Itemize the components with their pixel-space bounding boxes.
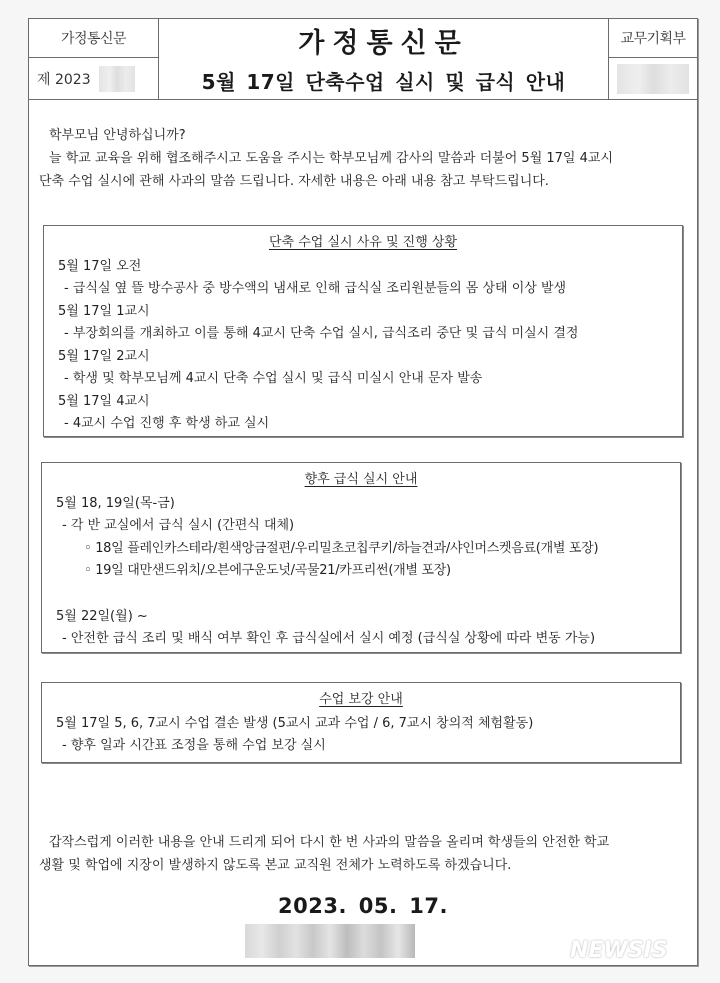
redacted-contact (617, 64, 689, 94)
department-label: 교무기획부 (608, 19, 697, 58)
entry-time: 5월 17일 1교시 (58, 303, 150, 319)
section-title: 향후 급식 실시 안내 (304, 472, 418, 487)
header-table (29, 19, 697, 100)
section-reason-progress (43, 225, 683, 437)
entry-detail: - 4교시 수업 진행 후 학생 하교 실시 (64, 416, 270, 431)
entry-time: 5월 17일 오전 (58, 258, 142, 274)
page-title: 가정통신문 (298, 27, 469, 59)
spacer (56, 583, 666, 606)
intro-line-1: 늘 학교 교육을 위해 협조해주시고 도움을 주시는 학부모님께 감사의 말씀과 더불어 5월 17일 4교시 (49, 151, 614, 166)
makeup-line-1: 5월 17일 5, 6, 7교시 수업 결손 발생 (5교시 교과 수업 / 6, 7교시 창의적 체험활동) (56, 715, 534, 731)
page-subtitle: 5월 17일 단축수업 실시 및 급식 안내 (201, 70, 566, 94)
newsletter-page (28, 18, 698, 966)
closing-paragraph (29, 831, 697, 877)
greeting: 학부모님 안녕하십니까? (49, 128, 186, 143)
makeup-line-2: - 향후 일과 시간표 조정을 통해 수업 보강 실시 (62, 738, 326, 753)
intro-paragraph (29, 124, 697, 193)
school-signature (245, 924, 415, 962)
doc-type-label: 가정통신문 (29, 19, 159, 58)
intro-line-2: 단축 수업 실시에 관해 사과의 말씀 드립니다. 자세한 내용은 아래 내용 참고 부탁드립니다. (39, 174, 549, 189)
period-1-detail: - 각 반 교실에서 급식 실시 (간편식 대체) (62, 518, 295, 533)
doc-number (29, 58, 159, 100)
issue-date: 2023. 05. 17. (278, 894, 448, 918)
doc-number-prefix: 제 2023 (37, 72, 91, 88)
menu-item: ◦ 18일 플레인카스테라/흰색앙금절편/우리밀초코칩쿠키/하늘견과/샤인머스켓음료(개별 포장) (84, 540, 599, 556)
period-2-detail: - 안전한 급식 조리 및 배식 여부 확인 후 급식실에서 실시 예정 (급식실 상황에 따라 변동 가능) (62, 631, 596, 646)
period-2: 5월 22일(월) ~ (56, 608, 148, 624)
entry-detail: - 부장회의를 개최하고 이를 통해 4교시 단축 수업 실시, 급식조리 중단 및 급식 미실시 결정 (64, 326, 579, 341)
department-contact (608, 58, 697, 100)
entry-time: 5월 17일 4교시 (58, 393, 150, 409)
section-meal-guidance (41, 462, 681, 653)
section-title: 단축 수업 실시 사유 및 진행 상황 (268, 235, 458, 250)
redacted-doc-number (99, 66, 135, 92)
section-makeup-classes (41, 682, 681, 763)
newsis-watermark: NEWSIS (570, 938, 668, 963)
period-1: 5월 18, 19일(목-금) (56, 495, 175, 511)
entry-detail: - 급식실 옆 뜰 방수공사 중 방수액의 냄새로 인해 급식실 조리원분들의 몸 상태 이상 발생 (64, 281, 567, 296)
redacted-school-name (245, 924, 415, 958)
closing-line-2: 생활 및 학업에 지장이 발생하지 않도록 본교 교직원 전체가 노력하도록 하겠습니다. (39, 858, 512, 873)
closing-line-1: 갑작스럽게 이러한 내용을 안내 드리게 되어 다시 한 번 사과의 말씀을 올리며 학생들의 안전한 학교 (49, 835, 610, 850)
menu-item: ◦ 19일 대만샌드위치/오븐에구운도넛/곡물21/카프리썬(개별 포장) (84, 563, 451, 578)
entry-time: 5월 17일 2교시 (58, 348, 150, 364)
entry-detail: - 학생 및 학부모님께 4교시 단축 수업 실시 및 급식 미실시 안내 문자 발송 (64, 371, 483, 386)
section-title: 수업 보강 안내 (319, 692, 403, 707)
